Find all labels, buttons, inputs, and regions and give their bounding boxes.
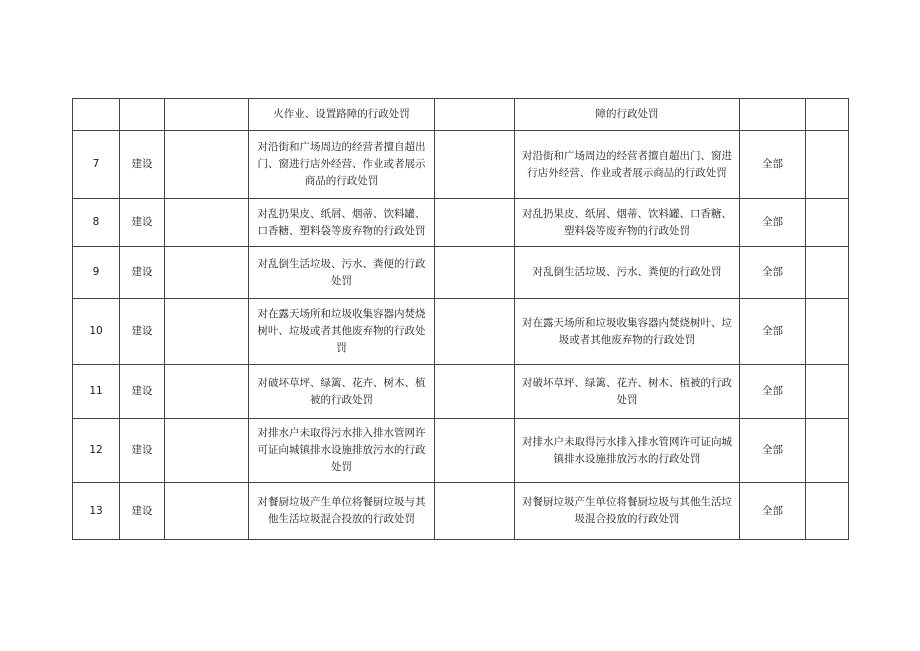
cell-category: 建设 [120,365,165,419]
cell-scope [740,99,806,131]
table-row [73,419,849,483]
cell-blank [806,131,849,199]
cell-note: 障的行政处罚 [515,99,740,131]
cell-blank [435,365,515,419]
table-row [73,365,849,419]
cell-scope: 全部 [740,299,806,365]
cell-content: 对乱扔果皮、纸屑、烟蒂、饮料罐、口香糖、塑料袋等废弃物的行政处罚 [249,199,435,247]
cell-category: 建设 [120,199,165,247]
cell-blank [806,99,849,131]
cell-scope: 全部 [740,419,806,483]
table-row [73,131,849,199]
cell-note: 对乱倒生活垃圾、污水、粪便的行政处罚 [515,247,740,299]
cell-num: 7 [73,131,120,199]
cell-category: 建设 [120,483,165,540]
cell-note: 对排水户未取得污水排入排水管网许可证向城镇排水设施排放污水的行政处罚 [515,419,740,483]
cell-blank [806,299,849,365]
cell-blank [165,299,249,365]
cell-content: 对在露天场所和垃圾收集容器内焚烧树叶、垃圾或者其他废弃物的行政处罚 [249,299,435,365]
cell-blank [806,419,849,483]
cell-num: 10 [73,299,120,365]
cell-blank [435,131,515,199]
cell-blank [806,199,849,247]
cell-category: 建设 [120,131,165,199]
cell-scope: 全部 [740,131,806,199]
cell-category: 建设 [120,299,165,365]
cell-content: 对排水户未取得污水排入排水管网许可证向城镇排水设施排放污水的行政处罚 [249,419,435,483]
cell-blank [165,247,249,299]
cell-blank [165,99,249,131]
cell-scope: 全部 [740,247,806,299]
cell-num: 12 [73,419,120,483]
table-row [73,483,849,540]
cell-category [120,99,165,131]
cell-scope: 全部 [740,199,806,247]
cell-blank [435,299,515,365]
cell-num: 8 [73,199,120,247]
cell-num: 11 [73,365,120,419]
table-row [73,299,849,365]
cell-note: 对沿街和广场周边的经营者擅自超出门、窗进行店外经营、作业或者展示商品的行政处罚 [515,131,740,199]
cell-blank [435,419,515,483]
cell-blank [165,199,249,247]
table-row [73,199,849,247]
cell-blank [806,247,849,299]
cell-note: 对破坏草坪、绿篱、花卉、树木、植被的行政处罚 [515,365,740,419]
cell-content: 对沿街和广场周边的经营者擅自超出门、窗进行店外经营、作业或者展示商品的行政处罚 [249,131,435,199]
cell-num [73,99,120,131]
cell-content: 对餐厨垃圾产生单位将餐厨垃圾与其他生活垃圾混合投放的行政处罚 [249,483,435,540]
cell-blank [435,247,515,299]
cell-content: 对破坏草坪、绿篱、花卉、树木、植被的行政处罚 [249,365,435,419]
cell-blank [165,483,249,540]
cell-scope: 全部 [740,483,806,540]
cell-blank [435,483,515,540]
cell-blank [165,365,249,419]
cell-num: 13 [73,483,120,540]
cell-note: 对餐厨垃圾产生单位将餐厨垃圾与其他生活垃圾混合投放的行政处罚 [515,483,740,540]
cell-category: 建设 [120,247,165,299]
cell-content: 火作业、设置路障的行政处罚 [249,99,435,131]
table-row-continued [73,99,849,131]
cell-num: 9 [73,247,120,299]
table-row [73,247,849,299]
cell-blank [165,419,249,483]
cell-content: 对乱倒生活垃圾、污水、粪便的行政处罚 [249,247,435,299]
cell-note: 对在露天场所和垃圾收集容器内焚烧树叶、垃圾或者其他废弃物的行政处罚 [515,299,740,365]
document-table [72,98,849,540]
cell-blank [435,99,515,131]
cell-category: 建设 [120,419,165,483]
cell-scope: 全部 [740,365,806,419]
cell-blank [806,483,849,540]
cell-blank [806,365,849,419]
cell-blank [165,131,249,199]
cell-note: 对乱扔果皮、纸屑、烟蒂、饮料罐、口香糖、塑料袋等废弃物的行政处罚 [515,199,740,247]
cell-blank [435,199,515,247]
